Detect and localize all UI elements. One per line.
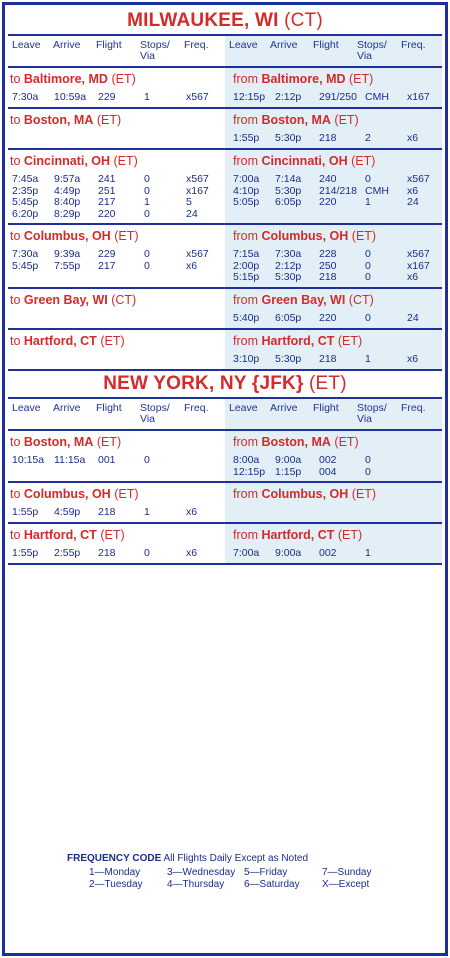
leave-time: 7:45a <box>12 173 39 185</box>
section-title <box>8 8 442 34</box>
column-header: Stops/ <box>140 39 170 51</box>
column-header: Freq. <box>401 402 426 414</box>
origin-city: Hartford, CT <box>261 334 335 348</box>
flight-row <box>231 173 441 185</box>
column-header-row <box>8 397 442 431</box>
freq-code: X—Except <box>322 879 370 890</box>
origin-timezone: (ET) <box>349 72 374 86</box>
arrive-time: 9:39a <box>54 248 81 260</box>
arrive-time: 5:30p <box>275 132 302 144</box>
flight-number: 250 <box>319 259 337 272</box>
arrive-time: 8:40p <box>54 196 81 208</box>
leave-time: 5:05p <box>233 196 260 208</box>
flight-row <box>231 185 441 197</box>
column-header: Stops/ <box>357 402 387 414</box>
arrive-time: 1:15p <box>275 465 302 478</box>
frequency-code: x6 <box>186 506 198 518</box>
leave-time: 1:55p <box>233 132 260 144</box>
frequency-code: x167 <box>186 184 209 197</box>
frequency-code: x167 <box>407 91 430 103</box>
route-to-heading: to Hartford, CT (ET) <box>10 528 125 542</box>
frequency-code: x6 <box>186 259 198 272</box>
route-to-heading: to Columbus, OH (ET) <box>10 229 139 243</box>
leave-time: 5:40p <box>233 312 260 324</box>
destination-timezone: (ET) <box>111 72 136 86</box>
destination-city: Boston, MA <box>23 113 94 127</box>
flight-number: 218 <box>319 271 337 283</box>
route-from-heading: from Columbus, OH (ET) <box>233 229 377 243</box>
column-header: Arrive <box>53 402 81 414</box>
column-header: Flight <box>313 39 339 51</box>
flight-number: 218 <box>98 506 116 518</box>
origin-city: Cincinnati, OH <box>261 154 348 168</box>
frequency-code: x6 <box>407 271 419 283</box>
destination-city: Columbus, OH <box>23 229 111 243</box>
flight-row <box>231 454 441 466</box>
frequency-code: x567 <box>407 173 430 185</box>
flight-number: 002 <box>319 547 337 559</box>
frequency-code: x6 <box>186 547 198 559</box>
leave-time: 2:35p <box>12 184 39 197</box>
flight-number: 228 <box>319 248 337 260</box>
frequency-code: 24 <box>186 207 198 220</box>
flight-number: 220 <box>319 312 337 324</box>
route-to-heading: to Cincinnati, OH (ET) <box>10 154 138 168</box>
arrive-time: 4:49p <box>54 184 81 197</box>
column-header: Arrive <box>53 39 81 51</box>
freq-code: 2—Tuesday <box>89 879 143 890</box>
origin-timezone: (ET) <box>337 528 363 542</box>
section-title <box>8 371 442 397</box>
leave-time: 1:55p <box>12 547 39 559</box>
stops-via: CMH <box>365 91 389 103</box>
route-from-heading: from Hartford, CT (ET) <box>233 334 363 348</box>
stops-via: 0 <box>365 312 371 324</box>
leave-time: 7:00a <box>233 173 260 185</box>
route-block <box>8 330 442 371</box>
stops-via: CMH <box>365 184 389 197</box>
destination-timezone: (ET) <box>96 435 122 449</box>
section-city: MILWAUKEE, WI <box>127 10 279 31</box>
route-block <box>8 68 442 109</box>
leave-time: 8:00a <box>233 454 260 466</box>
arrive-time: 5:30p <box>275 271 302 283</box>
column-header: Via <box>140 50 155 62</box>
arrive-time: 10:59a <box>54 91 87 103</box>
column-header: Arrive <box>270 39 298 51</box>
stops-via: 0 <box>144 547 150 559</box>
leave-time: 12:15p <box>233 91 266 103</box>
frequency-code: x567 <box>186 248 209 260</box>
leave-time: 5:45p <box>12 196 39 208</box>
stops-via: 0 <box>365 465 371 478</box>
column-header: Leave <box>12 39 41 51</box>
destination-timezone: (ET) <box>114 229 139 243</box>
freq-code: 7—Sunday <box>322 867 372 878</box>
frequency-code: x6 <box>407 184 419 197</box>
route-from-heading: from Green Bay, WI (CT) <box>233 293 374 307</box>
column-header: Leave <box>12 402 41 414</box>
flight-number: 220 <box>98 207 116 220</box>
flight-number: 217 <box>98 196 116 208</box>
stops-via: 0 <box>144 248 150 260</box>
flight-row <box>10 547 220 559</box>
flight-row <box>231 248 441 260</box>
column-header: Stops/ <box>140 402 170 414</box>
freq-code: 4—Thursday <box>167 879 225 890</box>
flight-number: 240 <box>319 173 337 185</box>
frequency-code: x6 <box>407 132 419 144</box>
column-header: Freq. <box>184 402 209 414</box>
destination-city: Baltimore, MD <box>23 72 108 86</box>
flight-number: 218 <box>98 547 116 559</box>
column-header: Leave <box>229 402 258 414</box>
flight-row <box>10 260 220 272</box>
route-to-heading: to Columbus, OH (ET) <box>10 487 139 501</box>
flight-number: 251 <box>98 184 116 197</box>
origin-city: Boston, MA <box>261 435 331 449</box>
timetable-page <box>2 2 448 956</box>
origin-timezone: (ET) <box>351 487 377 501</box>
destination-city: Hartford, CT <box>23 334 97 348</box>
frequency-title: FREQUENCY CODE <box>67 853 162 864</box>
destination-timezone: (ET) <box>96 113 122 127</box>
timetable-content <box>8 8 442 565</box>
destination-timezone: (ET) <box>100 334 125 348</box>
leave-time: 2:00p <box>233 259 260 272</box>
frequency-code: x567 <box>186 91 209 103</box>
flight-row <box>231 353 441 365</box>
flight-row <box>231 196 441 208</box>
route-from-heading: from Baltimore, MD (ET) <box>233 72 374 86</box>
column-header: Stops/ <box>357 39 387 51</box>
leave-time: 12:15p <box>233 465 266 478</box>
origin-city: Green Bay, WI <box>261 293 346 307</box>
stops-via: 0 <box>144 184 150 197</box>
flight-row <box>231 91 441 103</box>
arrive-time: 7:30a <box>275 248 302 260</box>
flight-row <box>231 271 441 283</box>
flight-number: 001 <box>98 454 116 466</box>
destination-city: Cincinnati, OH <box>23 154 111 168</box>
flight-row <box>231 260 441 272</box>
origin-timezone: (ET) <box>351 154 376 168</box>
route-to-heading: to Baltimore, MD (ET) <box>10 72 136 86</box>
freq-code: 3—Wednesday <box>167 867 236 878</box>
stops-via: 1 <box>365 547 371 559</box>
leave-time: 7:30a <box>12 91 39 103</box>
frequency-code: x567 <box>186 173 209 185</box>
stops-via: 0 <box>365 454 371 466</box>
leave-time: 1:55p <box>12 506 39 518</box>
column-header: Via <box>140 413 155 425</box>
flight-row <box>10 506 220 518</box>
flight-row <box>231 466 441 478</box>
flight-row <box>10 91 220 103</box>
flight-number: 217 <box>98 259 116 272</box>
leave-time: 5:15p <box>233 271 260 283</box>
stops-via: 1 <box>365 353 371 365</box>
arrive-time: 7:14a <box>275 173 302 185</box>
leave-time: 6:20p <box>12 207 39 220</box>
route-to-heading: to Hartford, CT (ET) <box>10 334 125 348</box>
destination-city: Columbus, OH <box>23 487 111 501</box>
arrive-time: 5:30p <box>275 184 302 197</box>
flight-number: 218 <box>319 353 337 365</box>
column-header: Flight <box>313 402 339 414</box>
leave-time: 7:00a <box>233 547 260 559</box>
flight-row <box>10 196 220 208</box>
flight-number: 004 <box>319 465 337 478</box>
origin-timezone: (ET) <box>337 334 363 348</box>
destination-city: Boston, MA <box>23 435 94 449</box>
arrive-time: 2:55p <box>54 547 81 559</box>
frequency-code: 5 <box>186 196 192 208</box>
leave-time: 3:10p <box>233 353 260 365</box>
arrive-time: 11:15a <box>54 454 86 466</box>
route-from-heading: from Cincinnati, OH (ET) <box>233 154 376 168</box>
origin-timezone: (ET) <box>334 435 359 449</box>
flight-number: 214/218 <box>319 184 357 197</box>
route-to-heading: to Boston, MA (ET) <box>10 113 122 127</box>
route-block <box>8 524 442 565</box>
stops-via: 2 <box>365 132 371 144</box>
route-block <box>8 225 442 289</box>
route-block <box>8 431 442 483</box>
flight-row <box>231 312 441 324</box>
origin-city: Columbus, OH <box>261 487 349 501</box>
arrive-time: 9:00a <box>275 547 302 559</box>
frequency-code: 24 <box>407 196 419 208</box>
route-block <box>8 150 442 225</box>
frequency-legend <box>67 853 407 891</box>
stops-via: 1 <box>144 91 150 103</box>
column-header: Via <box>357 50 372 62</box>
flight-number: 218 <box>319 132 337 144</box>
arrive-time: 8:29p <box>54 207 81 220</box>
arrive-time: 4:59p <box>54 506 81 518</box>
stops-via: 0 <box>365 259 371 272</box>
stops-via: 0 <box>365 173 371 185</box>
flight-number: 241 <box>98 173 116 185</box>
destination-timezone: (ET) <box>114 487 139 501</box>
flight-number: 229 <box>98 248 116 260</box>
route-from-heading: from Boston, MA (ET) <box>233 113 359 127</box>
origin-timezone: (ET) <box>334 113 359 127</box>
destination-timezone: (CT) <box>111 293 137 307</box>
stops-via: 0 <box>365 248 371 260</box>
destination-timezone: (ET) <box>100 528 125 542</box>
arrive-time: 9:57a <box>54 173 81 185</box>
origin-timezone: (ET) <box>351 229 377 243</box>
freq-code: 6—Saturday <box>244 879 300 890</box>
freq-code: 5—Friday <box>244 867 288 878</box>
column-header: Freq. <box>401 39 426 51</box>
column-header: Freq. <box>184 39 209 51</box>
route-block <box>8 483 442 524</box>
stops-via: 0 <box>144 259 150 272</box>
flight-number: 229 <box>98 91 116 103</box>
leave-time: 7:15a <box>233 248 260 260</box>
arrive-time: 5:30p <box>275 353 302 365</box>
origin-city: Boston, MA <box>261 113 331 127</box>
stops-via: 1 <box>144 196 150 208</box>
column-header: Flight <box>96 39 122 51</box>
arrive-time: 6:05p <box>275 312 302 324</box>
stops-via: 0 <box>365 271 371 283</box>
flight-row <box>10 185 220 197</box>
column-header: Arrive <box>270 402 298 414</box>
flight-row <box>231 132 441 144</box>
flight-row <box>10 454 220 466</box>
stops-via: 1 <box>144 506 150 518</box>
origin-city: Columbus, OH <box>261 229 349 243</box>
origin-city: Hartford, CT <box>261 528 335 542</box>
arrive-time: 7:55p <box>54 259 81 272</box>
freq-code: 1—Monday <box>89 867 141 878</box>
origin-timezone: (CT) <box>348 293 374 307</box>
destination-timezone: (ET) <box>113 154 138 168</box>
stops-via: 0 <box>144 454 150 466</box>
route-block <box>8 109 442 150</box>
route-from-heading: from Hartford, CT (ET) <box>233 528 363 542</box>
column-header: Via <box>357 413 372 425</box>
arrive-time: 6:05p <box>275 196 302 208</box>
frequency-code: x567 <box>407 248 430 260</box>
arrive-time: 2:12p <box>275 91 302 103</box>
stops-via: 1 <box>365 196 371 208</box>
section-timezone: (ET) <box>309 373 347 394</box>
origin-city: Baltimore, MD <box>261 72 346 86</box>
route-to-heading: to Green Bay, WI (CT) <box>10 293 137 307</box>
destination-city: Green Bay, WI <box>23 293 108 307</box>
column-header-row <box>8 34 442 68</box>
frequency-code: x6 <box>407 353 419 365</box>
arrive-time: 2:12p <box>275 259 302 272</box>
flight-number: 291/250 <box>319 91 357 103</box>
flight-row <box>10 248 220 260</box>
flight-number: 220 <box>319 196 337 208</box>
arrive-time: 9:00a <box>275 454 302 466</box>
leave-time: 10:15a <box>12 454 45 466</box>
stops-via: 0 <box>144 207 150 220</box>
route-from-heading: from Boston, MA (ET) <box>233 435 359 449</box>
route-from-heading: from Columbus, OH (ET) <box>233 487 377 501</box>
route-to-heading: to Boston, MA (ET) <box>10 435 122 449</box>
flight-row <box>10 208 220 220</box>
flight-number: 002 <box>319 454 337 466</box>
frequency-note: All Flights Daily Except as Noted <box>163 853 309 864</box>
leave-time: 5:45p <box>12 259 39 272</box>
leave-time: 7:30a <box>12 248 39 260</box>
column-header: Flight <box>96 402 122 414</box>
frequency-code: 24 <box>407 312 419 324</box>
stops-via: 0 <box>144 173 150 185</box>
column-header: Leave <box>229 39 258 51</box>
section-timezone: (CT) <box>284 10 323 31</box>
destination-city: Hartford, CT <box>23 528 97 542</box>
section-city: NEW YORK, NY {JFK} <box>103 373 304 394</box>
flight-row <box>231 547 441 559</box>
frequency-code: x167 <box>407 259 430 272</box>
route-block <box>8 289 442 330</box>
leave-time: 4:10p <box>233 184 260 197</box>
flight-row <box>10 173 220 185</box>
